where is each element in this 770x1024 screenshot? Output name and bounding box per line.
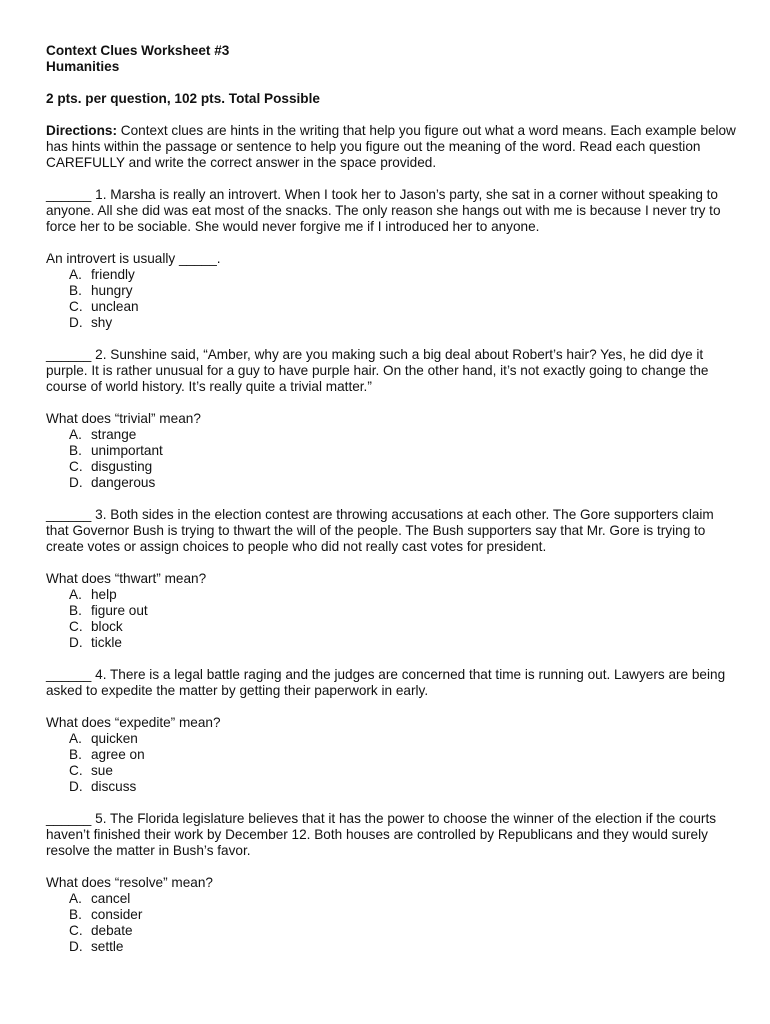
question-prompt: What does “expedite” mean? bbox=[46, 715, 221, 730]
question-4 bbox=[46, 667, 736, 795]
question-passage: ______ 1. Marsha is really an introvert. When I took her to Jason’s party, she sat in a corner without speaking to anyone. All she did was eat most of the snacks. The only reason she hangs out with me is because I never try to force her to be sociable. She would never forgive me if I introduced her to anyone. bbox=[46, 187, 721, 234]
option-b bbox=[46, 907, 736, 923]
option-text: help bbox=[91, 587, 117, 602]
option-c bbox=[46, 619, 736, 635]
answer-options bbox=[46, 587, 736, 651]
option-a bbox=[46, 267, 736, 283]
option-d bbox=[46, 635, 736, 651]
option-text: sue bbox=[91, 763, 113, 778]
option-d bbox=[46, 315, 736, 331]
option-letter: B. bbox=[69, 443, 82, 458]
option-text: shy bbox=[91, 315, 113, 330]
option-b bbox=[46, 283, 736, 299]
option-letter: A. bbox=[69, 891, 82, 906]
option-text: dangerous bbox=[91, 475, 156, 490]
option-letter: D. bbox=[69, 939, 83, 954]
option-letter: A. bbox=[69, 731, 82, 746]
option-text: discuss bbox=[91, 779, 137, 794]
option-b bbox=[46, 747, 736, 763]
answer-options bbox=[46, 267, 736, 331]
option-letter: B. bbox=[69, 603, 82, 618]
worksheet-page bbox=[46, 43, 736, 955]
option-text: block bbox=[91, 619, 123, 634]
option-letter: D. bbox=[69, 475, 83, 490]
option-letter: C. bbox=[69, 299, 83, 314]
option-text: tickle bbox=[91, 635, 122, 650]
question-2 bbox=[46, 347, 736, 491]
answer-options bbox=[46, 731, 736, 795]
option-text: hungry bbox=[91, 283, 133, 298]
directions-label: Directions: bbox=[46, 123, 118, 138]
option-letter: C. bbox=[69, 923, 83, 938]
option-text: settle bbox=[91, 939, 124, 954]
question-passage: ______ 5. The Florida legislature believes that it has the power to choose the winner of the election if the courts haven’t finished their work by December 12. Both houses are controlled by Republicans and they would surely resolve the matter in Bush’s favor. bbox=[46, 811, 717, 858]
option-text: unclean bbox=[91, 299, 139, 314]
question-prompt: What does “trivial” mean? bbox=[46, 411, 201, 426]
question-1 bbox=[46, 187, 736, 331]
worksheet-title: Context Clues Worksheet #3 bbox=[46, 43, 230, 58]
question-passage: ______ 4. There is a legal battle raging and the judges are concerned that time is running out. Lawyers are being asked to expedite the matter by getting their paperwork in early. bbox=[46, 667, 726, 698]
option-a bbox=[46, 891, 736, 907]
option-a bbox=[46, 587, 736, 603]
option-c bbox=[46, 299, 736, 315]
option-text: figure out bbox=[91, 603, 148, 618]
question-prompt: What does “thwart” mean? bbox=[46, 571, 207, 586]
question-passage: ______ 3. Both sides in the election contest are throwing accusations at each other. The Gore supporters claim that Governor Bush is trying to thwart the will of the people. The Bush supporters say that Mr. Gore is trying to create votes or assign choices to people who did not really cast votes for president. bbox=[46, 507, 714, 554]
question-5 bbox=[46, 811, 736, 955]
option-letter: D. bbox=[69, 315, 83, 330]
question-passage: ______ 2. Sunshine said, “Amber, why are you making such a big deal about Robert’s hair? Yes, he did dye it purple. It is rather unusual for a guy to have purple hair. On the other hand, it’s not exactly going to change the course of world history. It’s really quite a trivial matter.” bbox=[46, 347, 709, 394]
option-d bbox=[46, 475, 736, 491]
option-letter: A. bbox=[69, 427, 82, 442]
points-line: 2 pts. per question, 102 pts. Total Possible bbox=[46, 91, 320, 106]
option-c bbox=[46, 923, 736, 939]
option-letter: C. bbox=[69, 459, 83, 474]
answer-options bbox=[46, 427, 736, 491]
option-letter: C. bbox=[69, 619, 83, 634]
option-a bbox=[46, 731, 736, 747]
option-b bbox=[46, 603, 736, 619]
option-letter: D. bbox=[69, 779, 83, 794]
option-text: debate bbox=[91, 923, 133, 938]
directions-text: Context clues are hints in the writing that help you figure out what a word means. Each example below has hints within the passage or sentence to help you figure out the meaning of the word. Read each question CAREFULLY and write the correct answer in the space provided. bbox=[46, 123, 736, 170]
option-text: friendly bbox=[91, 267, 135, 282]
option-a bbox=[46, 427, 736, 443]
option-text: cancel bbox=[91, 891, 131, 906]
option-d bbox=[46, 939, 736, 955]
answer-options bbox=[46, 891, 736, 955]
option-text: disgusting bbox=[91, 459, 153, 474]
option-c bbox=[46, 459, 736, 475]
option-d bbox=[46, 779, 736, 795]
option-letter: B. bbox=[69, 283, 82, 298]
option-text: quicken bbox=[91, 731, 138, 746]
option-letter: B. bbox=[69, 907, 82, 922]
option-letter: A. bbox=[69, 267, 82, 282]
option-letter: D. bbox=[69, 635, 83, 650]
option-c bbox=[46, 763, 736, 779]
option-letter: B. bbox=[69, 747, 82, 762]
option-letter: C. bbox=[69, 763, 83, 778]
question-3 bbox=[46, 507, 736, 651]
option-text: consider bbox=[91, 907, 143, 922]
option-letter: A. bbox=[69, 587, 82, 602]
option-b bbox=[46, 443, 736, 459]
worksheet-subject: Humanities bbox=[46, 59, 120, 74]
option-text: strange bbox=[91, 427, 137, 442]
option-text: unimportant bbox=[91, 443, 163, 458]
question-prompt: What does “resolve” mean? bbox=[46, 875, 213, 890]
directions-paragraph bbox=[46, 123, 736, 171]
question-prompt: An introvert is usually _____. bbox=[46, 251, 221, 266]
option-text: agree on bbox=[91, 747, 145, 762]
